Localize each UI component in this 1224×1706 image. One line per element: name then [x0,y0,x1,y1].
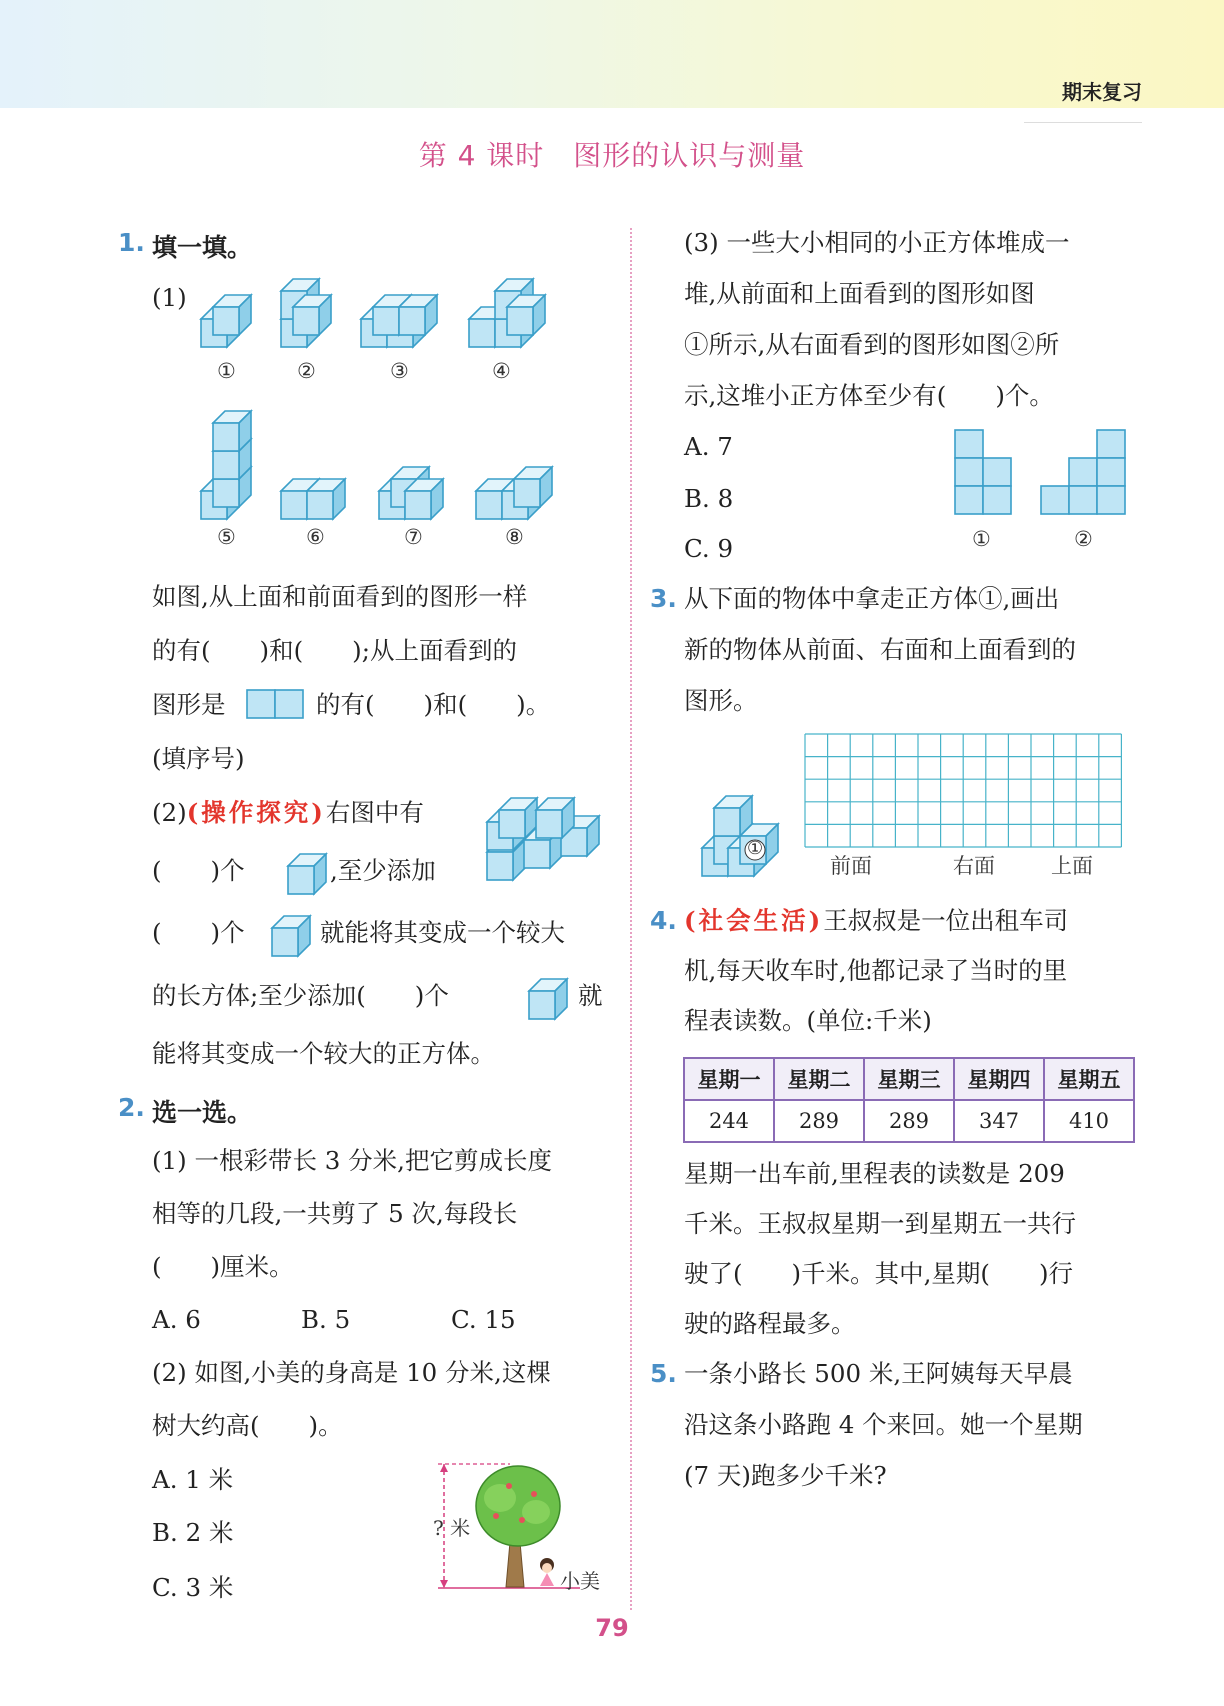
q2-2-line: 树大约高( )。 [152,1411,343,1440]
tag-operation-explore: (操作探究) [186,798,326,827]
q4-after-line: 驶了( )千米。其中,星期( )行 [684,1259,1074,1288]
q1-3-line: ①所示,从右面看到的图形如图②所 [684,330,1060,359]
q1-1-line: 的有( )和( );从上面看到的 [152,636,517,665]
q2-heading: 选一选。 [152,1098,253,1127]
section-tag: 期末复习 [1062,80,1142,104]
q1-1-line: (填序号) [152,744,245,773]
two-square-icon [247,690,303,720]
shape-4 [469,279,545,347]
shape-label: ⑤ [217,525,236,549]
grid-label-right: 右面 [953,854,995,878]
table-cell: 244 [684,1100,774,1142]
small-cube-icon [529,981,569,1013]
q1-1-line-pre: 图形是 [152,690,226,719]
small-cube-icon [272,918,312,950]
q1-2-line3b: 就能将其变成一个较大 [320,918,565,947]
q4-after-line: 驶的路程最多。 [684,1309,856,1338]
shape-5 [201,411,251,519]
tree-height-label: ? 米 [433,1516,471,1540]
q2-1-line: (1) 一根彩带长 3 分米,把它剪成长度 [152,1146,552,1175]
header-band [0,0,1224,108]
shape-label: ⑦ [404,525,423,549]
q1-2-line1: (2)(操作探究)右图中有 [152,798,424,827]
tag-rule [1024,122,1142,123]
q4-after-line: 星期一出车前,里程表的读数是 209 [684,1159,1065,1188]
shape-label: ③ [390,359,409,383]
q1-2-line5: 能将其变成一个较大的正方体。 [152,1039,495,1068]
q1-3-line: 堆,从前面和上面看到的图形如图 [684,279,1035,308]
table-header: 星期二 [774,1058,864,1100]
q1-3-line: 示,这堆小正方体至少有( )个。 [684,381,1054,410]
q2-number: 2. [118,1093,145,1122]
page-number: 79 [595,1614,629,1642]
q3-cube-object [0,0,1,1]
q5-line: (7 天)跑多少千米? [684,1461,887,1490]
shape-8 [476,467,552,519]
q5-line: 沿这条小路跑 4 个来回。她一个星期 [684,1410,1083,1439]
tag-social-life: (社会生活) [684,906,824,935]
table-cell: 347 [954,1100,1044,1142]
q3-cube-mark: ① [747,838,764,859]
view-figure-1 [955,430,1011,514]
shape-7 [379,467,443,519]
q4-line: 程表读数。(单位:千米) [684,1006,932,1035]
table-header: 星期五 [1044,1058,1134,1100]
q3-line: 新的物体从前面、右面和上面看到的 [684,635,1076,664]
small-cube-icon [288,856,328,888]
grid-label-top: 上面 [1051,854,1093,878]
table-cell: 410 [1044,1100,1134,1142]
table-header: 星期一 [684,1058,774,1100]
q2-2-option-b: B. 2 米 [152,1518,234,1547]
shape-label: ② [297,359,316,383]
q1-2-line3a: ( )个 [152,918,245,947]
q1-3-option-c: C. 9 [684,534,734,563]
q1-number: 1. [118,228,145,257]
shape-6 [281,479,345,519]
view-figure-label: ② [1074,527,1093,551]
q4-line: 机,每天收车时,他都记录了当时的里 [684,956,1068,985]
q4-number: 4. [650,906,677,935]
q1-heading: 填一填。 [152,233,253,262]
shape-label: ⑧ [505,525,524,549]
shape-2 [281,279,331,347]
view-figure-label: ① [972,527,991,551]
q1-2-line4a: 的长方体;至少添加( )个 [152,981,449,1010]
q3-line: 图形。 [684,686,758,715]
shape-3 [361,295,437,347]
view-figure-2 [1041,430,1125,514]
q1-1-line: 的有( )和( )。 [316,690,551,719]
q1-3-line: (3) 一些大小相同的小正方体堆成一 [684,228,1070,257]
table-cell: 289 [864,1100,954,1142]
view-figures [955,430,1135,520]
shape-label: ⑥ [306,525,325,549]
q3-line: 从下面的物体中拿走正方体①,画出 [684,584,1060,613]
q1-1-label: (1) [152,283,187,312]
drawing-grid[interactable] [805,734,1123,848]
column-divider [630,228,632,1610]
q4-after-line: 千米。王叔叔星期一到星期五一共行 [684,1209,1076,1238]
q2-1-option-a: A. 6 [152,1305,201,1334]
q1-2-line2a: ( )个 [152,856,245,885]
girl-label: 小美 [560,1569,600,1593]
q1-3-option-a: A. 7 [684,432,733,461]
q1-2-line4b: 就 [578,981,603,1010]
q2-1-option-b: B. 5 [301,1305,351,1334]
q1-3-option-b: B. 8 [684,484,734,513]
q2-1-option-c: C. 15 [451,1305,516,1334]
table-header: 星期三 [864,1058,954,1100]
q2-1-line: ( )厘米。 [152,1252,294,1281]
table-header: 星期四 [954,1058,1044,1100]
q4-line1: (社会生活)王叔叔是一位出租车司 [684,906,1069,935]
lesson-title: 第 4 课时 图形的认识与测量 [418,139,806,172]
q2-2-line: (2) 如图,小美的身高是 10 分米,这棵 [152,1358,551,1387]
q2-2-option-c: C. 3 米 [152,1573,234,1602]
q1-2-line2b: ,至少添加 [330,856,436,885]
mileage-table [683,1057,1135,1143]
q2-2-option-a: A. 1 米 [152,1465,234,1494]
q5-line: 一条小路长 500 米,王阿姨每天早晨 [684,1359,1073,1388]
q5-number: 5. [650,1359,677,1388]
shape-label: ④ [492,359,511,383]
shape-1 [201,295,251,347]
q3-number: 3. [650,584,677,613]
q2-1-line: 相等的几段,一共剪了 5 次,每段长 [152,1199,518,1228]
q1-1-line: 如图,从上面和前面看到的图形一样 [152,582,528,611]
table-cell: 289 [774,1100,864,1142]
shape-label: ① [217,359,236,383]
grid-label-front: 前面 [830,854,872,878]
